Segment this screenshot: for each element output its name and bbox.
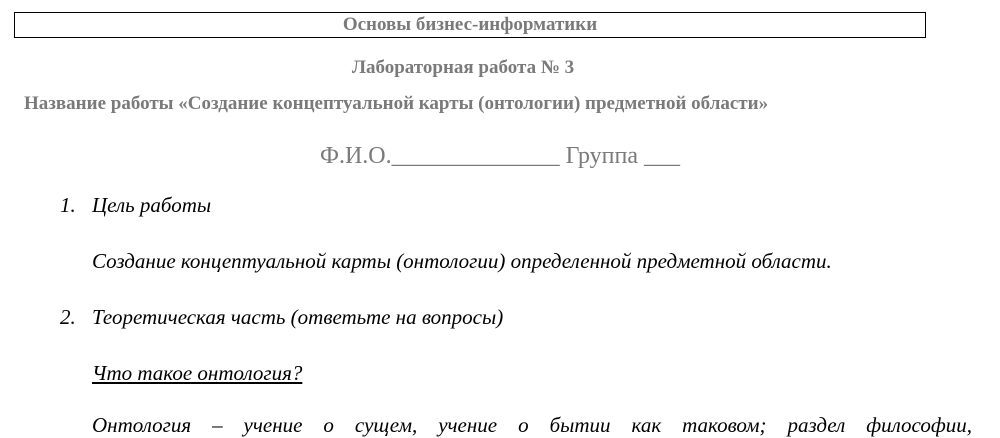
lab-title: Лабораторная работа № 3 bbox=[351, 57, 575, 78]
section-1-body: Создание концептуальной карты (онтологии) определенной предметной области. bbox=[92, 249, 832, 273]
question-ontology: Что такое онтология? bbox=[92, 361, 303, 385]
group-field: Группа ___ bbox=[565, 143, 680, 169]
section-1-heading bbox=[60, 192, 211, 218]
course-title-box bbox=[14, 12, 926, 38]
section-2-number: 2. bbox=[60, 305, 76, 329]
section-2-title: Теоретическая часть (ответьте на вопросы) bbox=[92, 305, 504, 329]
student-info-line bbox=[0, 142, 1000, 170]
fio-field: Ф.И.О.______________ bbox=[319, 143, 560, 169]
section-1-title: Цель работы bbox=[92, 193, 212, 217]
section-1-number: 1. bbox=[60, 193, 76, 217]
answer-text: Онтология – учение о сущем, учение о бытии как таковом; раздел философии, bbox=[92, 413, 972, 437]
course-title: Основы бизнес-информатики bbox=[342, 14, 598, 35]
section-2-heading bbox=[60, 304, 503, 330]
work-name: Название работы «Создание концептуальной карты (онтологии) предметной области» bbox=[24, 93, 769, 114]
